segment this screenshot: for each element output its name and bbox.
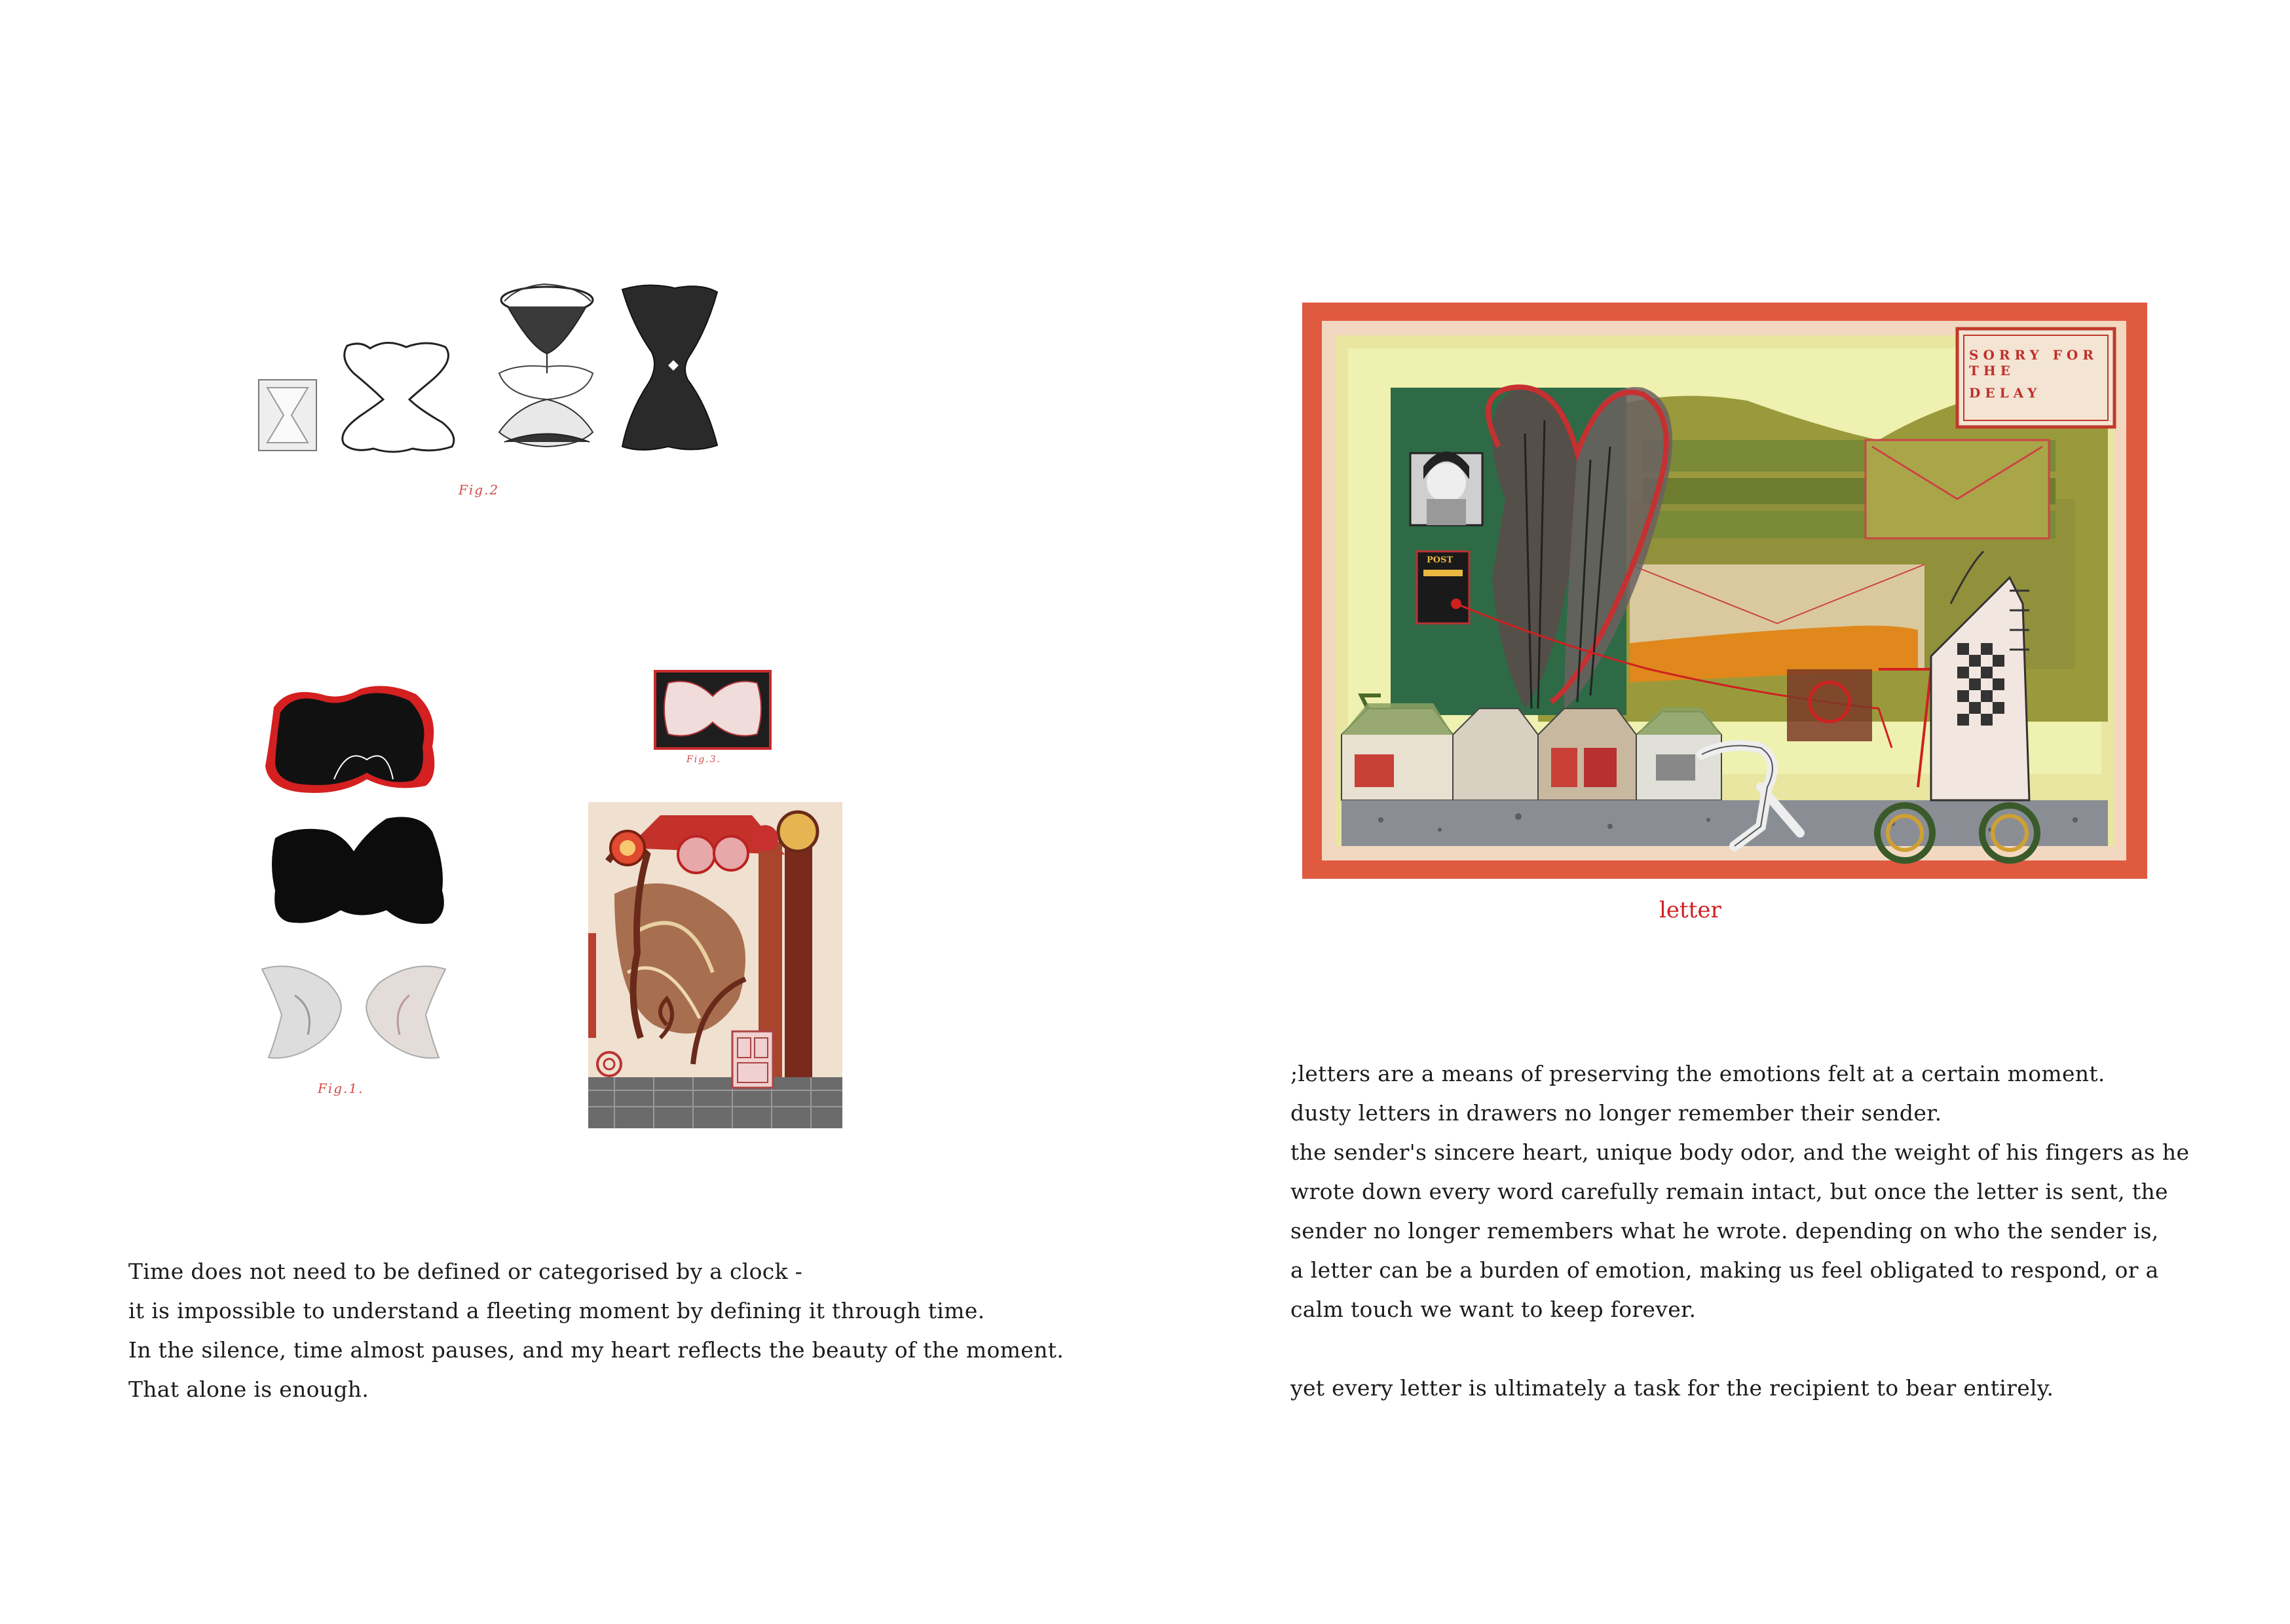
right-paragraph-line: wrote down every word carefully remain intact, but once the letter is sent, the — [1290, 1179, 2168, 1204]
left-paragraph-line: it is impossible to understand a fleeting moment by defining it through time. — [128, 1298, 985, 1323]
right-paragraph-line: yet every letter is ultimately a task for the recipient to bear entirely. — [1290, 1375, 2054, 1401]
fig1-grey-form — [255, 950, 452, 1067]
left-paragraph-line: That alone is enough. — [128, 1376, 369, 1402]
fig3-caption: Fig.3. — [686, 754, 721, 765]
right-paragraph-line: ;letters are a means of preserving the emotions felt at a certain moment. — [1290, 1061, 2105, 1086]
fig2-nest-hourglass — [499, 284, 593, 447]
right-paragraph-spacer — [1290, 1329, 2189, 1369]
fig2-hourglass-sequence — [255, 275, 773, 458]
left-paragraph-line: Time does not need to be defined or categorised by a clock - — [128, 1259, 803, 1284]
right-page — [1145, 0, 2290, 1624]
fig2-outline-hourglass — [343, 342, 454, 452]
fig1-black-form — [269, 812, 452, 930]
left-paragraph — [128, 1252, 1064, 1409]
artwork-caption: letter — [1659, 897, 1721, 923]
left-collage-illustration — [588, 802, 842, 1128]
sign-text-line2: DELAY — [1969, 385, 2042, 401]
fig2-small-hourglass-frame — [259, 380, 316, 451]
right-paragraph-line: sender no longer remembers what he wrote. depending on who the sender is, — [1290, 1218, 2159, 1244]
fig2-black-hourglass — [622, 285, 717, 450]
fig2-caption: Fig.2 — [459, 482, 500, 498]
fig1-caption: Fig.1. — [318, 1080, 364, 1096]
post-box-label: POST — [1427, 555, 1454, 565]
fig1-red-black-form — [262, 681, 445, 799]
right-paragraph — [1290, 1054, 2189, 1408]
letter-artwork — [1302, 303, 2147, 879]
left-paragraph-line: In the silence, time almost pauses, and my heart reflects the beauty of the moment. — [128, 1337, 1064, 1363]
right-paragraph-line: calm touch we want to keep forever. — [1290, 1297, 1697, 1322]
right-paragraph-line: a letter can be a burden of emotion, making us feel obligated to respond, or a — [1290, 1257, 2159, 1283]
right-paragraph-line: the sender's sincere heart, unique body odor, and the weight of his fingers as he — [1290, 1139, 2190, 1165]
sign-text-line1: SORRY FOR THE — [1969, 347, 2098, 378]
fig3-framed-piece — [654, 670, 772, 750]
right-paragraph-line: dusty letters in drawers no longer remember their sender. — [1290, 1100, 1942, 1126]
